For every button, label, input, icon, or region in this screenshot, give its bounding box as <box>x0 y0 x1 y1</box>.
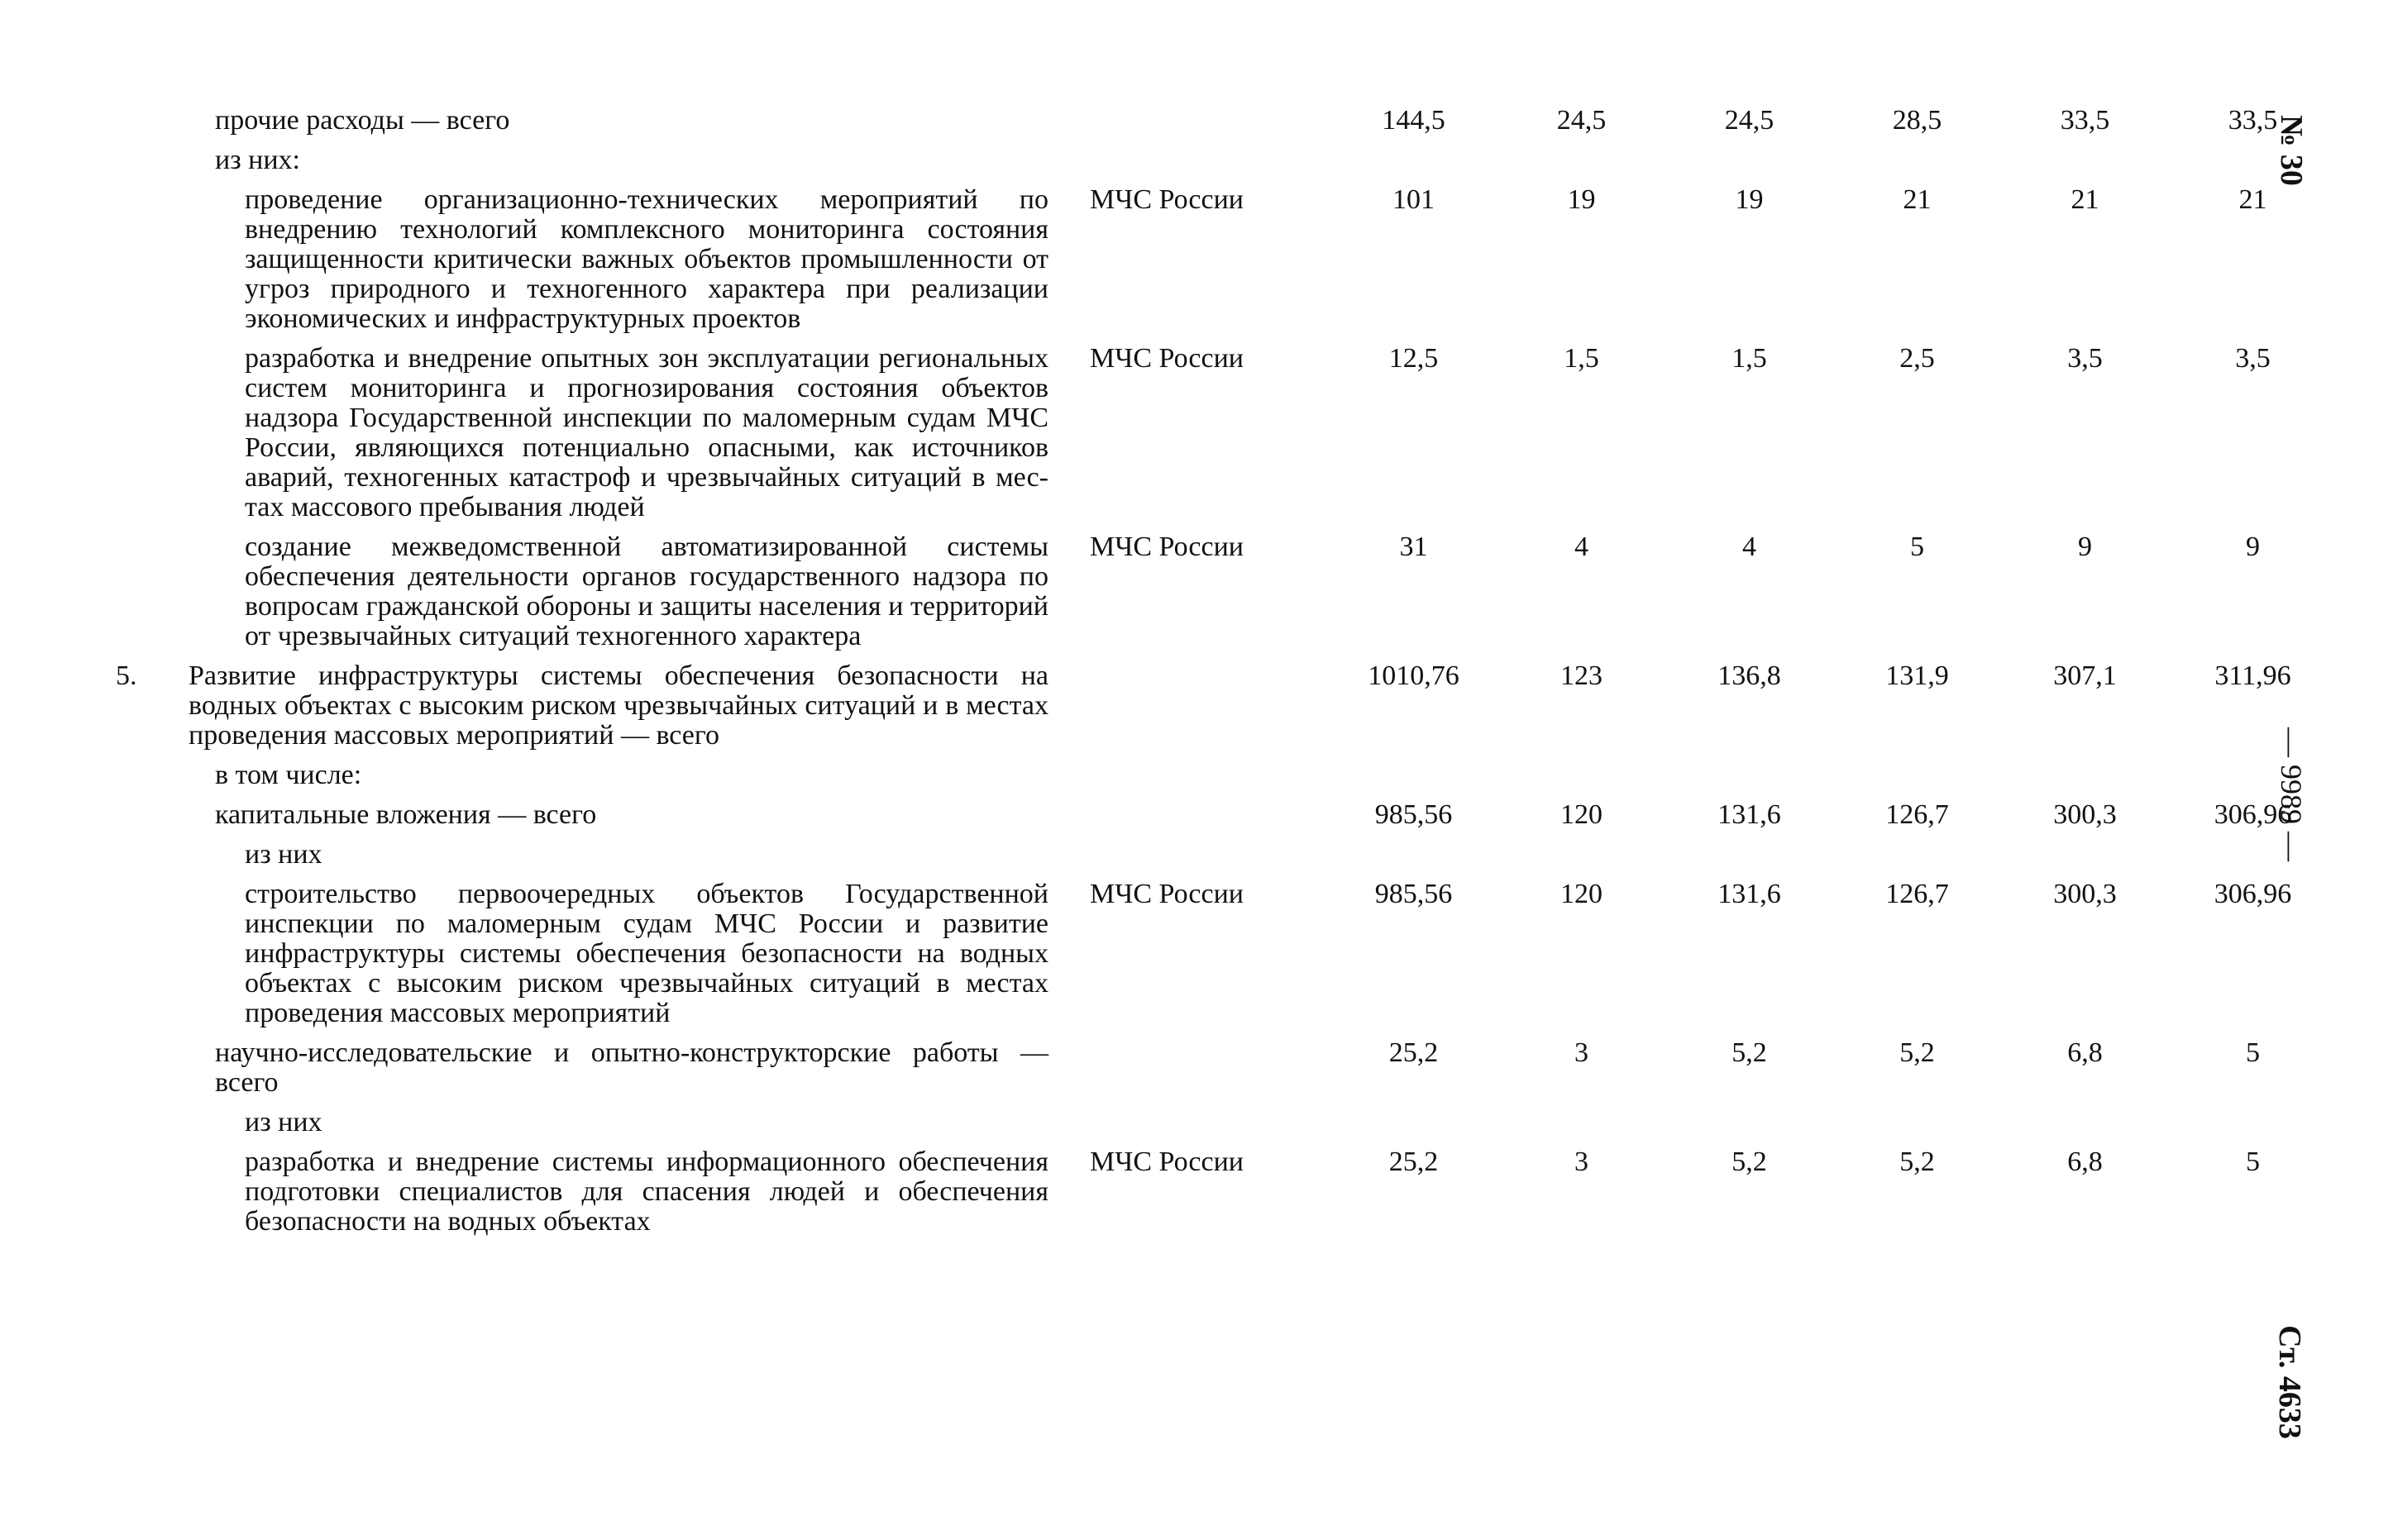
value-total: 985,56 <box>1374 799 1453 830</box>
value-year-1: 120 <box>1560 799 1602 830</box>
table-row <box>116 1147 2260 1237</box>
value-year-3: 126,7 <box>1885 879 1949 909</box>
value-year-2: 24,5 <box>1724 105 1774 136</box>
table-row <box>116 145 2233 175</box>
value-year-2: 131,6 <box>1717 879 1781 909</box>
value-year-3: 5,2 <box>1899 1037 1935 1068</box>
table-row <box>116 760 2233 790</box>
row-description: из них <box>245 1107 322 1137</box>
value-year-5: 306,96 <box>2214 879 2292 909</box>
row-description: капитальные вложения — всего <box>215 799 597 830</box>
table-row <box>116 1037 2260 1098</box>
table-row <box>116 532 2260 651</box>
value-total: 31 <box>1399 532 1428 562</box>
value-year-3: 5 <box>1910 532 1924 562</box>
document-number: — 9989 — <box>2275 727 2308 861</box>
value-year-4: 307,1 <box>2053 660 2117 691</box>
value-year-4: 300,3 <box>2053 879 2117 909</box>
value-year-1: 4 <box>1574 532 1588 562</box>
row-executor: МЧС России <box>1090 184 1244 215</box>
value-year-5: 9 <box>2246 532 2260 562</box>
table-row <box>116 840 2233 870</box>
row-description: научно-исследовательские и опытно-конструкторские работы — всего <box>215 1037 1048 1098</box>
row-executor: МЧС России <box>1090 532 1244 562</box>
value-year-2: 5,2 <box>1731 1147 1767 1177</box>
row-number: 5. <box>116 660 137 691</box>
value-year-2: 19 <box>1735 184 1764 215</box>
row-description: проведение организационно-технических мероприятий по внедрению технологий комплексного мониторинга состояния защищенности критически важных объектов промышленности от угроз природного и техногенного характера при реализации экономических и инфраструктурных проектов <box>245 184 1048 334</box>
value-year-4: 33,5 <box>2060 105 2110 136</box>
table-row <box>116 660 2291 751</box>
value-year-5: 21 <box>2238 184 2267 215</box>
value-year-2: 136,8 <box>1717 660 1781 691</box>
value-total: 985,56 <box>1374 879 1453 909</box>
row-description: разработка и внедрение системы информационного обеспечения подготовки специалистов для спасения людей и обеспечения безопасности на водных объектах <box>245 1147 1048 1237</box>
table-row <box>116 105 2278 136</box>
value-total: 12,5 <box>1388 343 1439 374</box>
value-year-1: 123 <box>1560 660 1602 691</box>
value-year-1: 3 <box>1574 1037 1588 1068</box>
row-description: разработка и внедрение опытных зон эксплуатации региональных систем мониторинга и прогнозирования состояния объектов надзора Государственной инспекции по маломерным судам МЧС России, являющихся потенциально опасными, как источников аварий, техногенных катастроф и чрезвычайных ситуаций в местах массового пребывания людей <box>245 343 1048 522</box>
row-executor: МЧС России <box>1090 1147 1244 1177</box>
table-row <box>116 184 2267 334</box>
value-year-4: 9 <box>2078 532 2092 562</box>
value-year-3: 21 <box>1903 184 1932 215</box>
value-year-4: 3,5 <box>2067 343 2103 374</box>
value-year-1: 120 <box>1560 879 1602 909</box>
row-description: в том числе: <box>215 760 362 790</box>
value-year-4: 6,8 <box>2067 1037 2103 1068</box>
row-description: из них <box>245 839 322 870</box>
issue-number: № 30 <box>2273 115 2309 186</box>
row-executor: МЧС России <box>1090 879 1244 909</box>
row-description: строительство первоочередных объектов Государственной инспекции по маломерным судам МЧС России и развитие инфраструктуры системы обеспечения безопасности на водных объектах с высоким риском чрезвычайных ситуаций в местах проведения массовых мероприятий <box>245 879 1048 1028</box>
row-description: из них: <box>215 145 300 175</box>
row-description: Развитие инфраструктуры системы обеспечения безопасности на водных объектах с высоким риском чрезвычайных ситуаций и в местах проведения массовых мероприятий — всего <box>189 660 1048 751</box>
table-row <box>116 343 2271 522</box>
value-year-1: 3 <box>1574 1147 1588 1177</box>
value-year-1: 1,5 <box>1564 343 1599 374</box>
value-total: 25,2 <box>1388 1037 1439 1068</box>
table-row <box>116 879 2292 1028</box>
value-total: 1010,76 <box>1368 660 1459 691</box>
value-year-3: 131,9 <box>1885 660 1949 691</box>
value-year-4: 21 <box>2071 184 2099 215</box>
value-year-2: 5,2 <box>1731 1037 1767 1068</box>
value-total: 25,2 <box>1388 1147 1439 1177</box>
value-year-5: 5 <box>2246 1147 2260 1177</box>
value-year-5: 33,5 <box>2228 105 2278 136</box>
value-year-4: 6,8 <box>2067 1147 2103 1177</box>
value-year-5: 306,96 <box>2214 799 2292 830</box>
value-year-2: 1,5 <box>1731 343 1767 374</box>
table-row <box>116 1108 2233 1137</box>
value-total: 101 <box>1392 184 1435 215</box>
value-year-5: 3,5 <box>2235 343 2271 374</box>
value-year-3: 126,7 <box>1885 799 1949 830</box>
value-year-5: 5 <box>2246 1037 2260 1068</box>
value-total: 144,5 <box>1382 105 1445 136</box>
value-year-4: 300,3 <box>2053 799 2117 830</box>
value-year-1: 24,5 <box>1556 105 1607 136</box>
article-number: Ст. 4633 <box>2271 1325 2307 1439</box>
value-year-3: 2,5 <box>1899 343 1935 374</box>
row-description: создание межведомственной автоматизированной системы обеспечения деятельности органов государственного надзора по вопросам гражданской обороны и защиты населения и территорий от чрезвычайных ситуаций техногенного характера <box>245 532 1048 651</box>
value-year-3: 28,5 <box>1892 105 1942 136</box>
value-year-2: 4 <box>1742 532 1756 562</box>
row-description: прочие расходы — всего <box>215 105 510 136</box>
value-year-3: 5,2 <box>1899 1147 1935 1177</box>
value-year-5: 311,96 <box>2214 660 2291 691</box>
value-year-1: 19 <box>1567 184 1596 215</box>
table-row <box>116 799 2292 830</box>
row-executor: МЧС России <box>1090 343 1244 374</box>
value-year-2: 131,6 <box>1717 799 1781 830</box>
